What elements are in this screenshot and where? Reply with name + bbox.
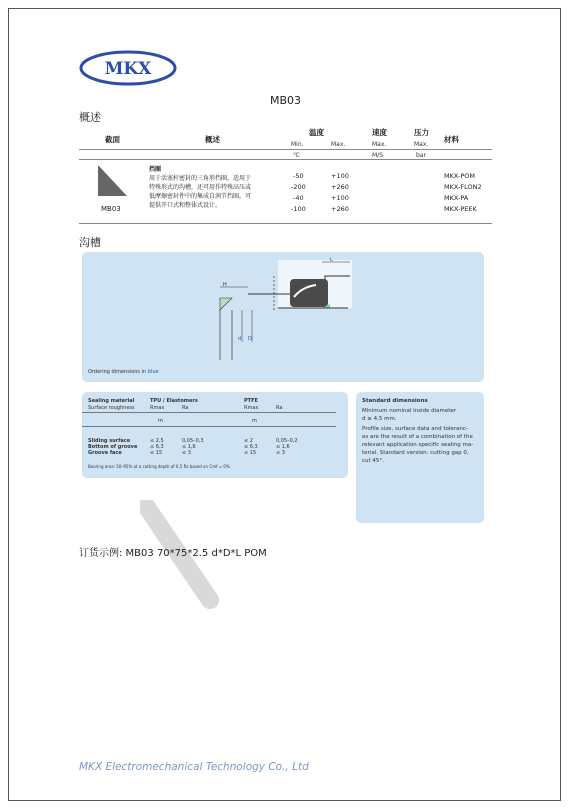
tpu-header: TPU / Elastomers <box>150 398 198 404</box>
row-temp-max: +260 <box>331 183 349 191</box>
row-temp-min: -40 <box>293 194 304 202</box>
rmax-header: Rmax <box>244 405 259 411</box>
dimension-h-label: H <box>223 282 227 288</box>
caption-blue-word: blue <box>147 369 159 375</box>
header-speed: 速度 <box>372 128 387 137</box>
description-line: 特殊形式的沟槽，还可用作特殊高压或 <box>149 184 252 191</box>
standard-line: d ≥ 4,5 mm. <box>362 416 397 422</box>
row-material: MKX-PEEK <box>444 205 477 213</box>
ra-header: Ra <box>182 405 189 411</box>
header-speed-max: Max. <box>372 141 387 148</box>
triangle-profile-icon <box>95 163 129 199</box>
surface-footnote: Bearing area: 50–95% at a cutting depth of 0,5 Rz based on Cref = 0% <box>88 464 230 469</box>
standard-line: relevant application specific sealing ma- <box>362 442 474 448</box>
standard-dimensions-title: Standard dimensions <box>362 398 428 404</box>
description-line: 用于活塞杆密封的三角形挡圈，适用于 <box>149 175 252 182</box>
description-block <box>149 165 277 210</box>
standard-line: Minimum nominal inside diameter <box>362 408 457 414</box>
header-material: 材料 <box>444 135 459 144</box>
standard-dimensions-panel <box>356 392 484 523</box>
dimension-d-label: d <box>238 336 242 342</box>
header-temp-max: Max. <box>331 141 346 148</box>
ptfe-header: PTFE <box>244 398 258 404</box>
footer-company-name: MKX Electromechanical Technology Co., Ltd <box>79 761 309 773</box>
row-temp-min: -100 <box>291 205 306 213</box>
section-groove-heading: 沟槽 <box>79 236 101 249</box>
caption-text: Ordering dimensions in <box>88 369 147 375</box>
table-rule <box>79 223 492 224</box>
header-profile: 截面 <box>105 135 120 144</box>
surface-value: 0,05–0,2 <box>276 438 298 444</box>
surface-value: ≤ 15 <box>244 450 257 456</box>
mkx-logo <box>79 50 177 86</box>
unit-label: m <box>252 418 257 424</box>
rmax-header: Rmax <box>150 405 165 411</box>
surface-value: ≤ 2,5 <box>150 438 164 444</box>
surface-value: ≤ 15 <box>150 450 163 456</box>
surface-value: ≤ 3 <box>276 450 285 456</box>
dimension-l-label: L <box>330 257 333 263</box>
section-overview-heading: 概述 <box>79 111 101 124</box>
speed-unit: M/S <box>372 152 384 159</box>
standard-line: terial. Standard version: cutting gap 0, <box>362 450 469 456</box>
row-material: MKX-POM <box>444 172 475 180</box>
row-temp-max: +100 <box>331 194 349 202</box>
order-example: 订货示例: MB03 70*75*2.5 d*D*L POM <box>79 548 267 559</box>
surface-roughness-panel <box>82 392 348 478</box>
surface-value: ≤ 1,6 <box>182 444 196 450</box>
svg-text:MKX: MKX <box>104 59 152 79</box>
description-title: 挡圈 <box>149 166 162 173</box>
row-material: MKX-FLON2 <box>444 183 482 191</box>
document-title: MB03 <box>270 94 302 107</box>
header-temp-min: Min. <box>291 141 304 148</box>
table-rule <box>79 149 492 150</box>
header-pressure: 压力 <box>414 128 429 137</box>
ra-header: Ra <box>276 405 283 411</box>
row-material: MKX-PA <box>444 194 469 202</box>
panel-rule <box>82 412 336 413</box>
description-line: 提供开口式和整体式设计。 <box>149 202 222 209</box>
sealing-material-label: Sealing material <box>88 398 135 404</box>
standard-line: Profile size, surface data and toleranc- <box>362 426 468 432</box>
surface-row-label: Groove face <box>88 450 122 456</box>
surface-value: ≤ 6,3 <box>244 444 258 450</box>
table-rule <box>79 159 492 160</box>
header-description: 概述 <box>205 135 220 144</box>
row-temp-min: -50 <box>293 172 304 180</box>
surface-row-label: Sliding surface <box>88 438 131 444</box>
standard-line: es are the result of a combination of the <box>362 434 473 440</box>
drawing-caption <box>88 369 159 375</box>
standard-line: cut 45°. <box>362 458 384 464</box>
surface-roughness-label: Surface roughness <box>88 405 135 411</box>
row-temp-max: +260 <box>331 205 349 213</box>
row-temp-min: -200 <box>291 183 306 191</box>
profile-label: MB03 <box>101 205 121 213</box>
surface-value: ≤ 1,6 <box>276 444 290 450</box>
header-pressure-max: Max. <box>414 141 429 148</box>
row-temp-max: +100 <box>331 172 349 180</box>
groove-drawing-panel <box>82 252 484 382</box>
dimension-D-label: D <box>248 336 252 342</box>
surface-row-label: Bottom of groove <box>88 444 138 450</box>
surface-value: ≤ 6,3 <box>150 444 164 450</box>
panel-rule <box>82 426 336 427</box>
description-line: 低摩擦密封件中的集成自润节挡圈，可 <box>149 193 252 200</box>
temp-unit: ℃ <box>293 152 300 159</box>
surface-value: ≤ 3 <box>182 450 191 456</box>
unit-label: m <box>158 418 163 424</box>
surface-value: ≤ 2 <box>244 438 253 444</box>
pressure-unit: bar <box>416 152 426 159</box>
header-temperature: 温度 <box>309 128 324 137</box>
groove-drawing <box>82 252 484 382</box>
surface-value: 0,05–0,3 <box>182 438 204 444</box>
